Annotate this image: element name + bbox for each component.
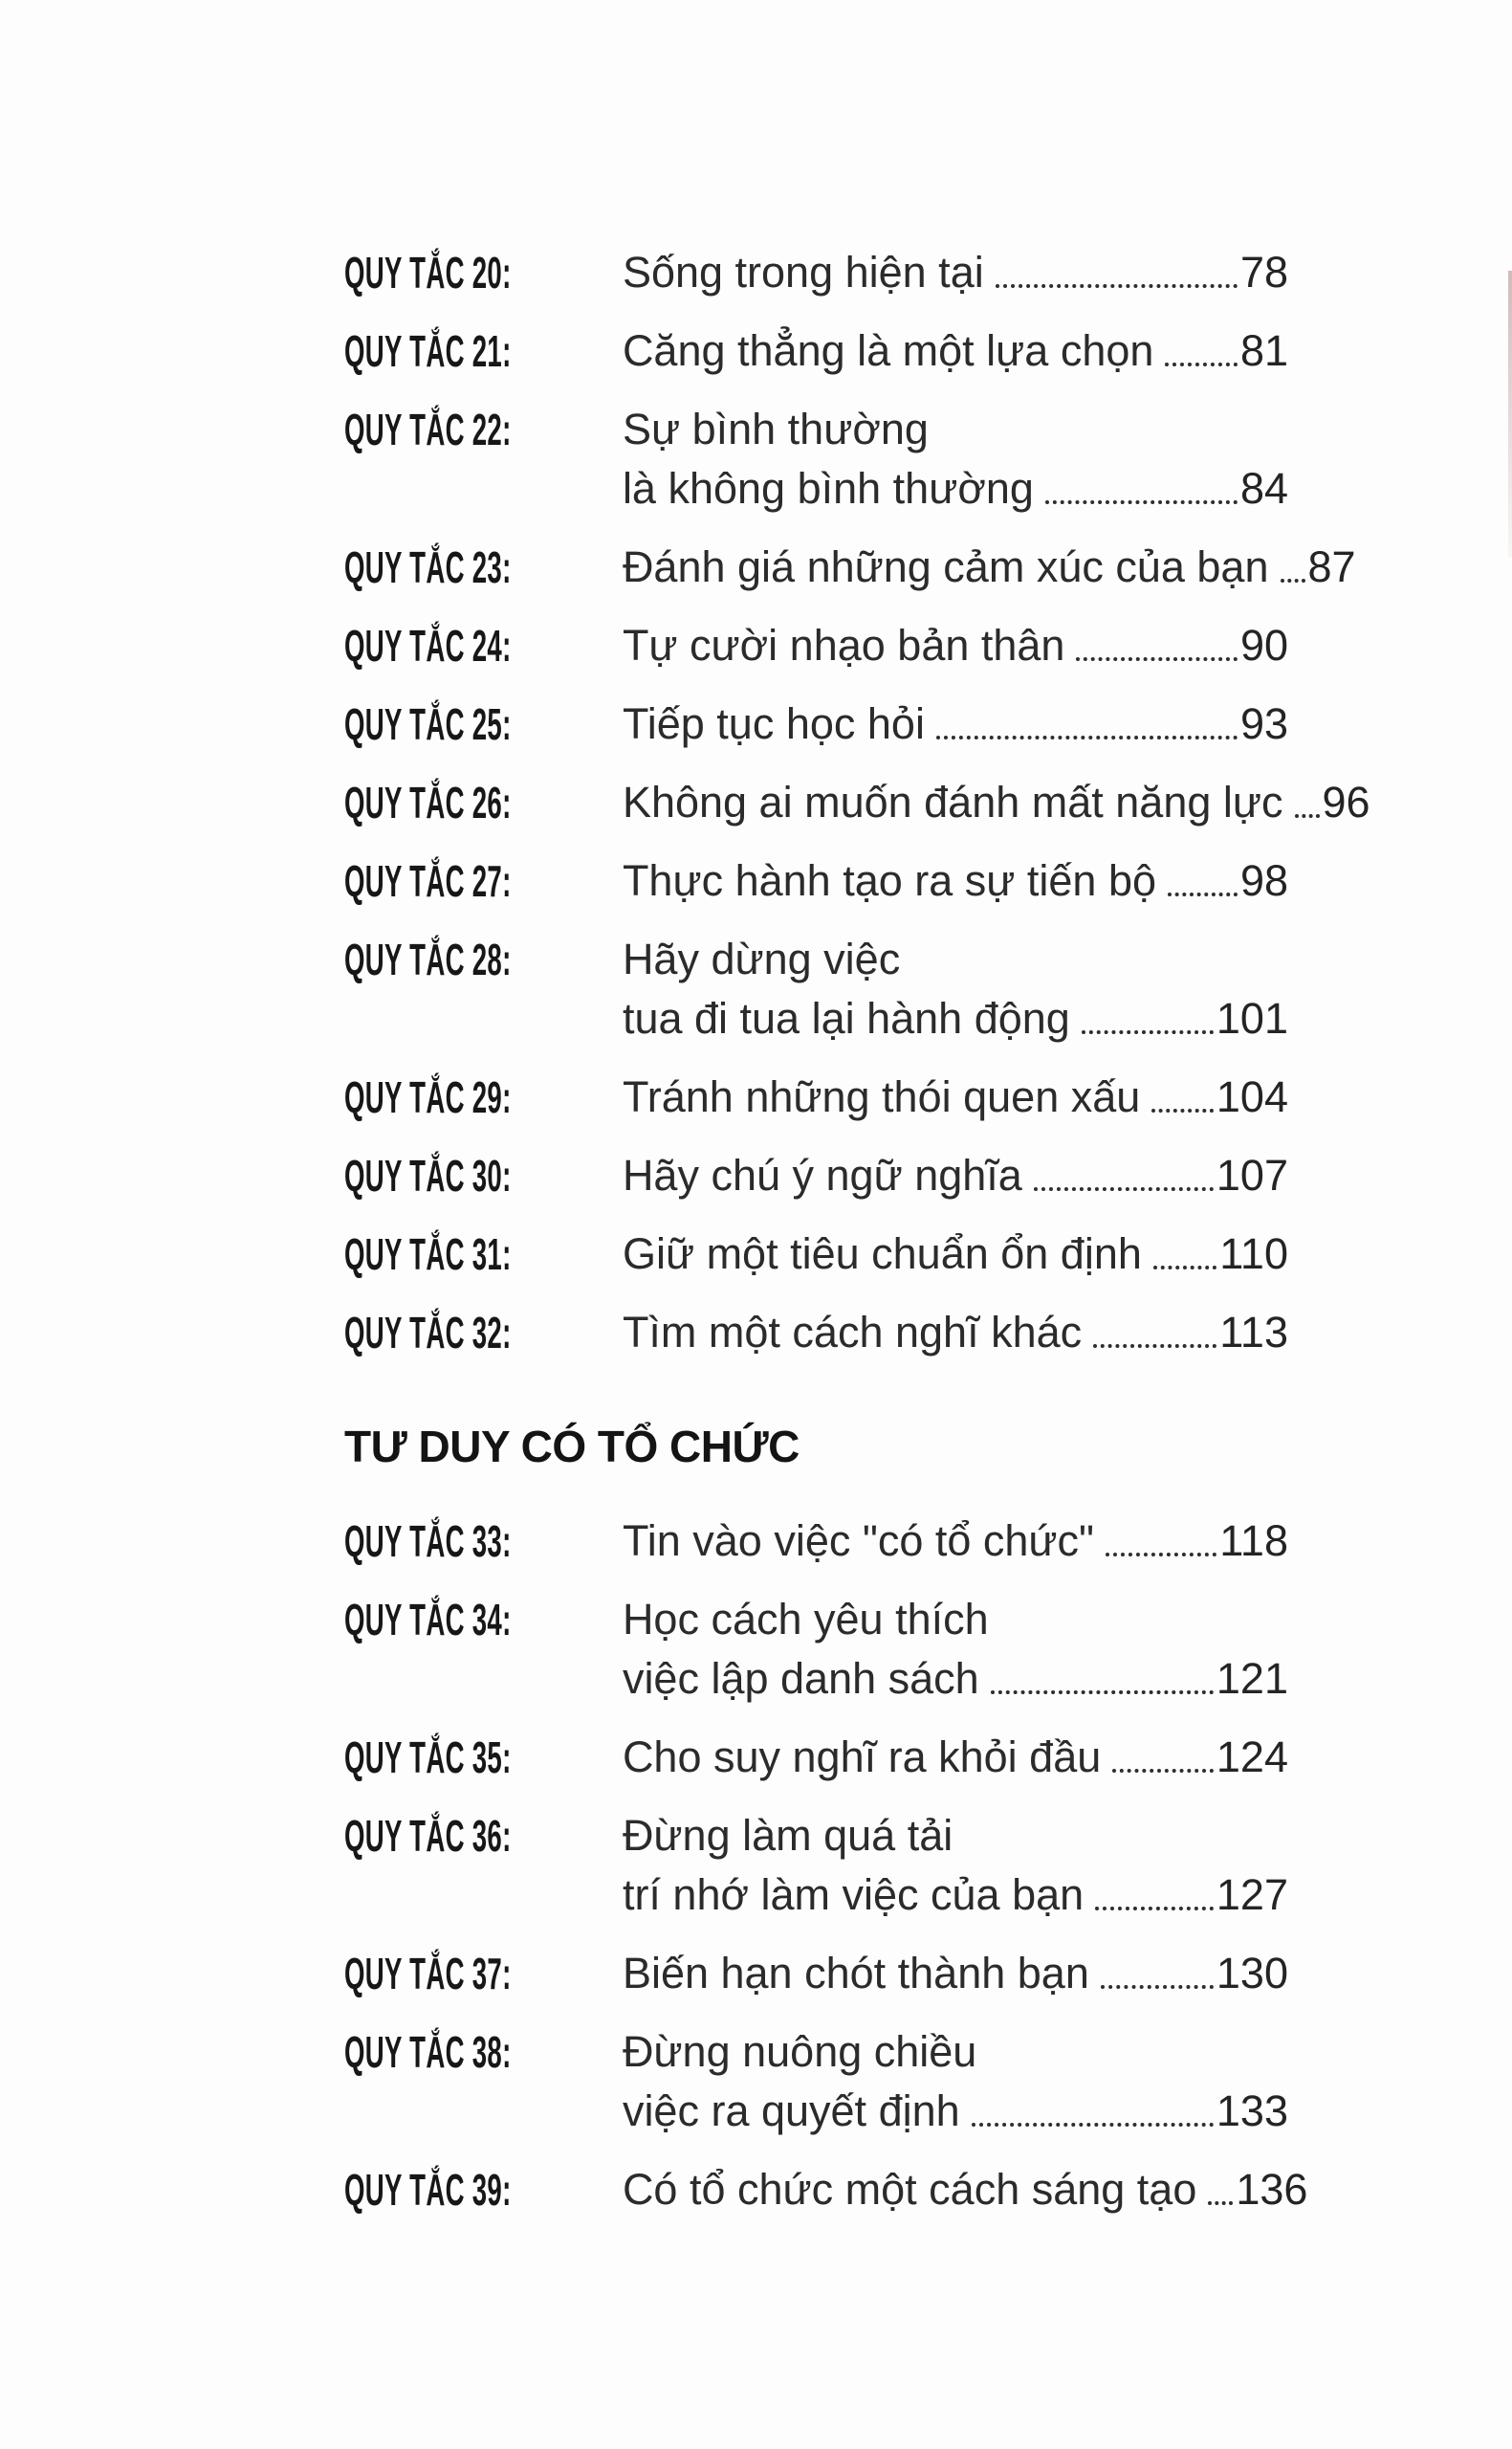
dot-leader (996, 284, 1238, 288)
toc-entry-body (623, 321, 1288, 381)
toc-entry-title: Biến hạn chót thành bạn (622, 1949, 1089, 1997)
toc-entry-page: 136 (1236, 2165, 1308, 2214)
toc-entry-title: Không ai muốn đánh mất năng lực (622, 778, 1283, 827)
dot-leader (972, 2123, 1214, 2127)
dot-leader (1106, 1553, 1216, 1556)
toc-entry-body (622, 2160, 1308, 2219)
toc-entry-title: Hãy chú ý ngữ nghĩa (622, 1151, 1022, 1200)
toc-entry-page: 118 (1219, 1516, 1288, 1565)
dot-leader (1208, 2201, 1233, 2205)
toc-entry-page: 113 (1219, 1308, 1288, 1357)
toc-entry-body (623, 1806, 1288, 1925)
toc-entry-title: Sự bình thường (622, 405, 929, 453)
toc-entry-label (344, 1146, 623, 1205)
toc-entry-label-text: QUY TẮC 30: (344, 1151, 512, 1201)
toc-entry-title: tua đi tua lại hành động (622, 994, 1070, 1043)
toc-entry (344, 773, 1370, 832)
dot-leader (1101, 1985, 1214, 1989)
toc-entry-title: Có tổ chức một cách sáng tạo (622, 2165, 1197, 2214)
toc-entry-body (623, 1944, 1288, 2003)
toc-entry (344, 851, 1288, 911)
toc-entry-label (344, 1068, 623, 1127)
toc-entry-title: Hãy dừng việc (622, 935, 901, 983)
toc-entry-label-text: QUY TẮC 34: (344, 1595, 512, 1644)
toc-entry-page: 107 (1216, 1151, 1288, 1200)
dot-leader (991, 1690, 1214, 1694)
toc-entry-line (623, 1649, 1288, 1709)
toc-entry-label-text: QUY TẮC 36: (344, 1811, 512, 1861)
dot-leader (1168, 893, 1238, 896)
toc-entry-page: 90 (1239, 621, 1288, 670)
toc-entry (344, 1511, 1288, 1571)
toc-entry-label (344, 400, 623, 518)
toc-entry-page: 96 (1322, 778, 1370, 827)
toc-entry-line (622, 538, 1356, 597)
toc-entry (344, 2022, 1288, 2141)
toc-entry (344, 930, 1288, 1048)
toc-entry-body (623, 695, 1288, 754)
toc-entry-title: trí nhớ làm việc của bạn (622, 1870, 1085, 1919)
toc-entry-line (623, 1068, 1288, 1127)
dot-leader (1095, 1907, 1214, 1910)
toc-entry-line (623, 1146, 1288, 1205)
toc-entry-label (344, 773, 623, 832)
toc-entry-body (623, 1728, 1288, 1787)
dot-leader (1093, 1344, 1216, 1348)
toc-entry (344, 1806, 1288, 1925)
toc-entry-title: Tránh những thói quen xấu (622, 1072, 1141, 1121)
toc-entry (344, 400, 1288, 518)
toc-entry-page: 121 (1216, 1654, 1288, 1703)
toc-entry-page: 84 (1239, 464, 1288, 513)
toc-entry-line (623, 1728, 1288, 1787)
toc-entry-label (344, 1590, 623, 1709)
toc-entry-title: Cho suy nghĩ ra khỏi đầu (622, 1732, 1102, 1781)
toc-entry-label (344, 1806, 623, 1925)
toc-entry-label-text: QUY TẮC 20: (344, 248, 512, 298)
toc-entry-line (623, 1224, 1288, 1284)
toc-entry-page: 127 (1216, 1870, 1288, 1919)
toc-entry-line (623, 2022, 1288, 2082)
toc-entry-label-text: QUY TẮC 32: (344, 1308, 512, 1357)
toc-entry-label-text: QUY TẮC 29: (344, 1072, 512, 1122)
toc-entry-line (623, 1303, 1288, 1362)
toc-entry-page: 101 (1216, 994, 1288, 1043)
toc-entry-page: 133 (1216, 2086, 1288, 2135)
toc-entry-body (623, 616, 1288, 675)
toc-entry-line (623, 2082, 1288, 2141)
toc-entry-body (623, 851, 1288, 911)
toc-entry-page: 104 (1216, 1072, 1288, 1121)
toc-entry-page: 110 (1219, 1229, 1288, 1278)
dot-leader (1153, 1266, 1216, 1269)
toc-entry-page: 98 (1239, 856, 1288, 905)
toc-entry-label-text: QUY TẮC 35: (344, 1732, 512, 1782)
toc-entry-label-text: QUY TẮC 22: (344, 405, 512, 454)
toc-entry-title: Căng thẳng là một lựa chọn (622, 326, 1154, 375)
toc-entry-title: Sống trong hiện tại (622, 248, 984, 297)
toc-entry-body (622, 538, 1356, 597)
toc-entry (344, 1728, 1288, 1787)
toc-entry-title: Tin vào việc "có tổ chức" (622, 1516, 1095, 1565)
toc-entry-title: Giữ một tiêu chuẩn ổn định (622, 1229, 1142, 1278)
toc-entry-line (623, 1806, 1288, 1865)
toc-entry-line (623, 1590, 1288, 1649)
toc-entry-label-text: QUY TẮC 28: (344, 935, 512, 984)
toc-entry-title: Đừng làm quá tải (622, 1811, 953, 1860)
toc-entry-label-text: QUY TẮC 24: (344, 621, 512, 671)
toc-entry-label (344, 695, 623, 754)
toc-entry-body (623, 243, 1288, 302)
toc-entry (344, 616, 1288, 675)
toc-entry-label-text: QUY TẮC 25: (344, 699, 512, 749)
toc-entry (344, 2160, 1308, 2219)
toc-entry-title: Thực hành tạo ra sự tiến bộ (622, 856, 1156, 905)
toc-entry-page: 87 (1307, 542, 1356, 591)
dot-leader (1295, 814, 1320, 818)
toc-entry-label (344, 2160, 623, 2219)
toc-entry (344, 1068, 1288, 1127)
toc-entry-label (344, 1728, 623, 1787)
toc-entry-page: 124 (1216, 1732, 1288, 1781)
toc-entry-line (623, 851, 1288, 911)
toc-entry-body (623, 1590, 1288, 1709)
toc-entry-label (344, 1224, 623, 1284)
dot-leader (1112, 1769, 1214, 1773)
toc-entry-line (623, 321, 1288, 381)
toc-entry-body (623, 1303, 1288, 1362)
toc-entry-line (623, 989, 1288, 1048)
toc-entry-line (623, 459, 1288, 518)
toc-entry-title: việc ra quyết định (622, 2086, 960, 2135)
toc-entry-label-text: QUY TẮC 31: (344, 1229, 512, 1279)
dot-leader (1151, 1109, 1214, 1113)
toc-entry-line (623, 930, 1288, 989)
toc-entry (344, 538, 1356, 597)
toc-entry-label (344, 2022, 623, 2141)
toc-entry-page: 81 (1239, 326, 1288, 375)
toc-entry (344, 243, 1288, 302)
toc-entry-line (623, 243, 1288, 302)
toc-entry-label (344, 1303, 623, 1362)
section-heading: TƯ DUY CÓ TỔ CHỨC (344, 1422, 800, 1471)
dot-leader (1034, 1187, 1214, 1191)
toc-entry-page: 78 (1239, 248, 1288, 297)
toc-entry-line (623, 616, 1288, 675)
toc-entry-line (622, 2160, 1308, 2219)
toc-entry-title: việc lập danh sách (622, 1654, 979, 1703)
dot-leader (1165, 363, 1238, 366)
toc-entry-label (344, 851, 623, 911)
dot-leader (1045, 500, 1238, 504)
toc-entry-line (623, 1511, 1288, 1571)
toc-entry-label (344, 321, 623, 381)
toc-entry-label-text: QUY TẮC 27: (344, 856, 512, 906)
toc-entry (344, 1944, 1288, 2003)
toc-entry-line (623, 400, 1288, 459)
toc-entry (344, 1146, 1288, 1205)
scan-edge-artifact (1508, 271, 1512, 558)
dot-leader (1076, 657, 1237, 661)
dot-leader (1082, 1030, 1214, 1034)
toc-entry-page: 130 (1216, 1949, 1288, 1997)
toc-entry-body (622, 773, 1370, 832)
toc-entry-label (344, 616, 623, 675)
toc-entry-label (344, 243, 623, 302)
toc-entry-label-text: QUY TẮC 33: (344, 1516, 512, 1566)
toc-entry-label-text: QUY TẮC 38: (344, 2027, 512, 2077)
toc-entry-line (623, 695, 1288, 754)
toc-entry (344, 1590, 1288, 1709)
toc-entry-label (344, 930, 623, 1048)
dot-leader (1281, 579, 1305, 583)
toc-entry-line (622, 773, 1370, 832)
toc-entry-line (623, 1944, 1288, 2003)
toc-entry-label-text: QUY TẮC 23: (344, 542, 512, 592)
toc-entry-body (623, 1146, 1288, 1205)
toc-entry-title: Tự cười nhạo bản thân (622, 621, 1065, 670)
toc-entry-page: 93 (1239, 699, 1288, 748)
toc-entry-body (623, 1511, 1288, 1571)
toc-entry-label-text: QUY TẮC 39: (344, 2165, 512, 2215)
toc-entry-label-text: QUY TẮC 21: (344, 326, 512, 376)
toc-entry-title: Tìm một cách nghĩ khác (622, 1308, 1083, 1357)
toc-entry (344, 1303, 1288, 1362)
toc-entry-title: là không bình thường (622, 464, 1034, 513)
toc-entry (344, 321, 1288, 381)
toc-entry (344, 1224, 1288, 1284)
toc-entry-label (344, 1511, 623, 1571)
toc-entry-title: Đừng nuông chiều (622, 2027, 977, 2076)
toc-entry (344, 695, 1288, 754)
toc-entry-title: Tiếp tục học hỏi (622, 699, 925, 748)
toc-entry-title: Học cách yêu thích (622, 1595, 989, 1644)
toc-entry-label (344, 538, 623, 597)
toc-entry-label (344, 1944, 623, 2003)
toc-entry-line (623, 1865, 1288, 1925)
toc-entry-body (623, 1224, 1288, 1284)
toc-entry-title: Đánh giá những cảm xúc của bạn (622, 542, 1269, 591)
toc-entry-label-text: QUY TẮC 26: (344, 778, 512, 827)
toc-entry-body (623, 400, 1288, 518)
toc-entry-body (623, 2022, 1288, 2141)
dot-leader (936, 736, 1238, 739)
toc-entry-body (623, 1068, 1288, 1127)
toc-entry-label-text: QUY TẮC 37: (344, 1949, 512, 1998)
toc-entry-body (623, 930, 1288, 1048)
